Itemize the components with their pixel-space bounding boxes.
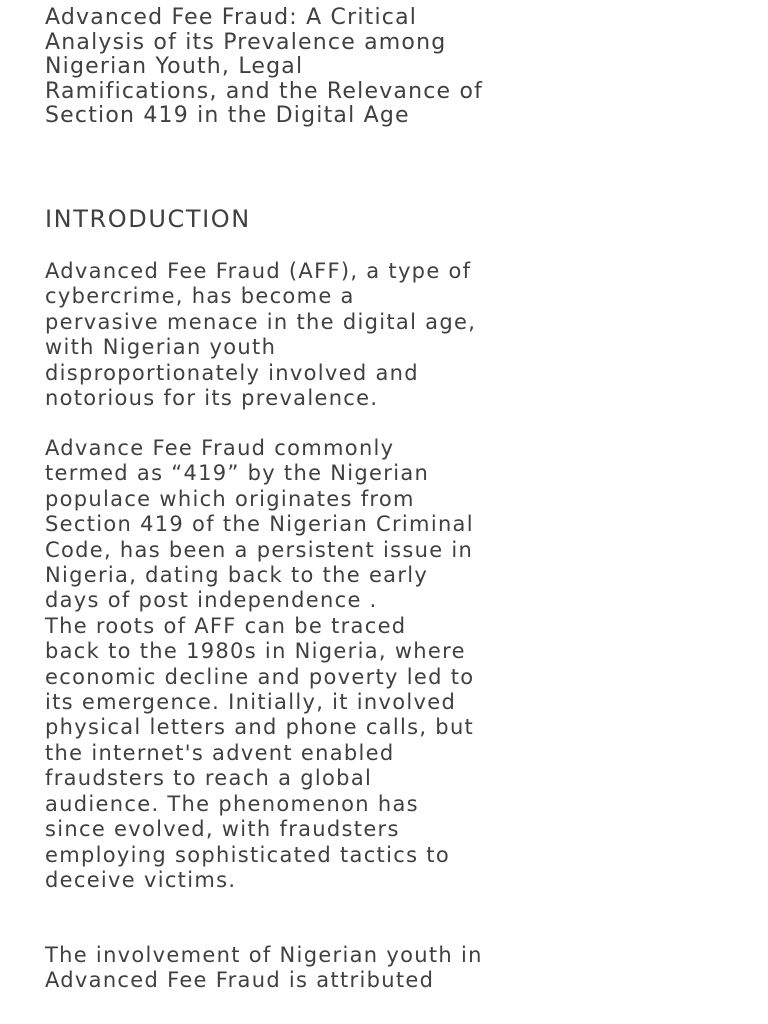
document-title: Advanced Fee Fraud: A Critical Analysis of its Prevalence among Nigerian Youth, Legal Ramifications, and the Relevance of Section 419 in the Digital Age: [45, 5, 484, 128]
section-heading: INTRODUCTION: [45, 205, 251, 233]
paragraph: The involvement of Nigerian youth in Advanced Fee Fraud is attributed: [45, 943, 483, 993]
paragraph: Advanced Fee Fraud (AFF), a type of cybercrime, has become a pervasive menace in the digital age, with Nigerian youth disproportionately involved and notorious for its prevalence.: [45, 259, 477, 411]
paragraph: Advance Fee Fraud commonly termed as “419” by the Nigerian populace which originates from Section 419 of the Nigerian Criminal Code, has been a persistent issue in Nigeria, dating back to the early days of post independence . The roots of AFF can be traced back to the 1980s in Nigeria, where economic decline and poverty led to its emergence. Initially, it involved physical letters and phone calls, but the internet's advent enabled fraudsters to reach a global audience. The phenomenon has since evolved, with fraudsters employing sophisticated tactics to deceive victims.: [45, 436, 475, 892]
